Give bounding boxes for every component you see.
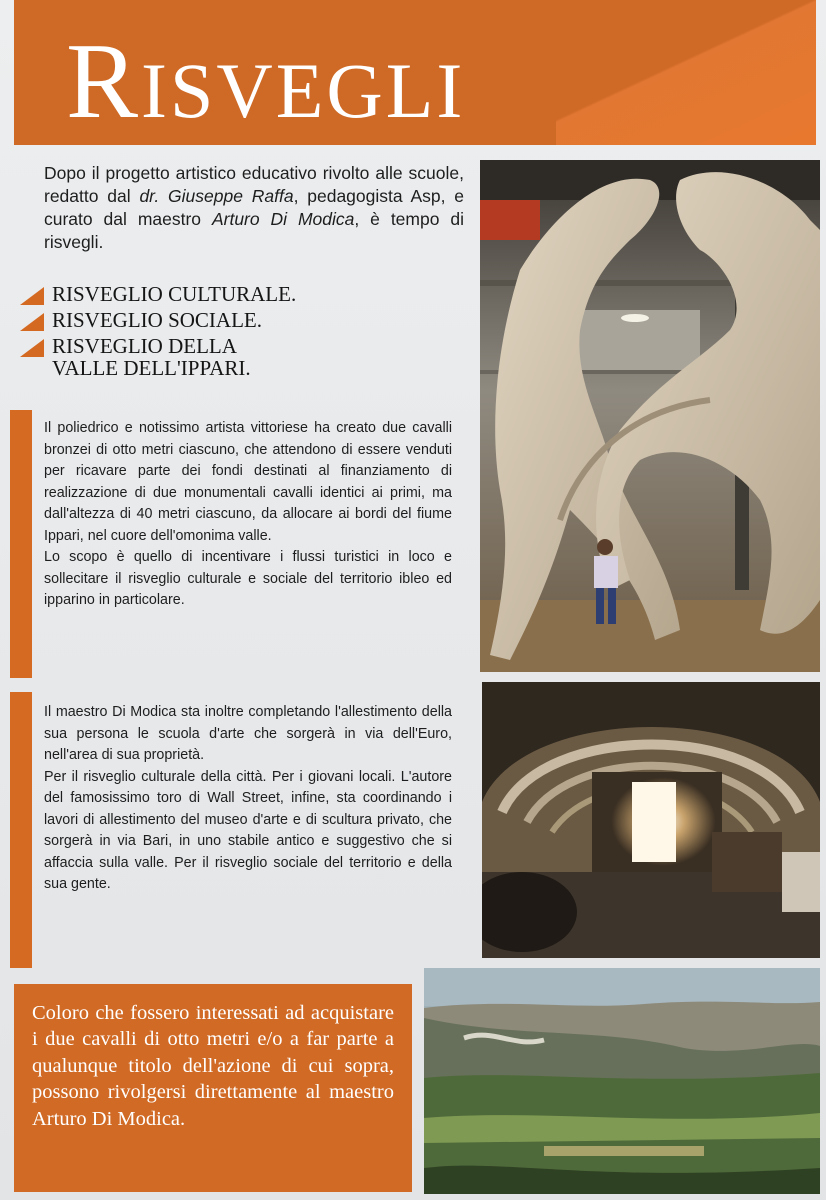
accent-bar — [10, 692, 32, 968]
horse-sculpture-photo — [480, 160, 820, 672]
bullet-label: RISVEGLIO DELLA VALLE DELL'IPPARI. — [52, 334, 251, 380]
section-school — [44, 702, 452, 896]
bullet-item — [18, 335, 458, 379]
paragraph: Lo scopo è quello di incentivare i flussi turistici in loco e sollecitare il risveglio culturale e sociale del territorio ibleo ed ipparino in particolare. — [44, 549, 452, 608]
paragraph: Il maestro Di Modica sta inoltre completando l'allestimento della sua persona le scuola d'arte che sorgerà in via dell'Euro, nell'area di sua proprietà. — [44, 704, 452, 763]
intro-part-2: , pedagogista Asp, e curato dal maestro — [44, 186, 464, 229]
accent-bar — [10, 410, 32, 678]
triangle-bullet-icon — [20, 339, 44, 357]
paragraph: Il poliedrico e notissimo artista vittoriese ha creato due cavalli bronzei di otto metri ciascuno, che attendono di essere venduti per ricavare parte dei fondi destinati al finanziamento di realizzazione di due monumentali cavalli identici ai primi, ma dall'altezza di 40 metri ciascuno, da allocare ai bordi del fiume Ippari, nel cuore dell'omonima valle. — [44, 420, 452, 544]
triangle-bullet-icon — [20, 313, 44, 331]
callout-text: Coloro che fossero interessati ad acquistare i due cavalli di otto metri e/o a far parte a qualunque titolo dell'azione di cui sopra, possono rivolgersi direttamente al maestro Arturo Di Modica. — [32, 1002, 394, 1130]
header-banner — [14, 0, 816, 145]
paragraph: Per il risveglio culturale della città. Per i giovani locali. L'autore del famosissimo toro di Wall Street, infine, sta coordinando i lavori di allestimento del museo d'arte e di scultura privato, che sorgerà in via Bari, in uno stabile antico e suggestivo che si affaccia sulla valle. Per il risveglio sociale del territorio e della sua gente. — [44, 768, 452, 892]
bullet-label: RISVEGLIO CULTURALE. — [52, 282, 297, 306]
intro-name-dimodica: Arturo Di Modica — [211, 209, 355, 229]
intro-part-3: , è tempo di risvegli. — [44, 209, 464, 252]
page-title — [66, 6, 465, 145]
intro-name-raffa: dr. Giuseppe Raffa — [139, 186, 294, 206]
bullet-list — [18, 283, 458, 383]
title-initial: R — [66, 22, 142, 141]
intro-part-1: Dopo il progetto artistico educativo rivolto alle scuole, redatto dal — [44, 163, 464, 206]
section-horses — [44, 418, 452, 612]
vaulted-hall-photo — [482, 682, 820, 958]
intro-text — [44, 162, 464, 254]
bullet-item — [18, 283, 458, 305]
valley-landscape-photo — [424, 968, 820, 1194]
contact-callout — [14, 984, 412, 1192]
bullet-label: RISVEGLIO SOCIALE. — [52, 308, 262, 332]
triangle-bullet-icon — [20, 287, 44, 305]
title-rest: ISVEGLI — [141, 47, 466, 134]
bullet-item — [18, 309, 458, 331]
